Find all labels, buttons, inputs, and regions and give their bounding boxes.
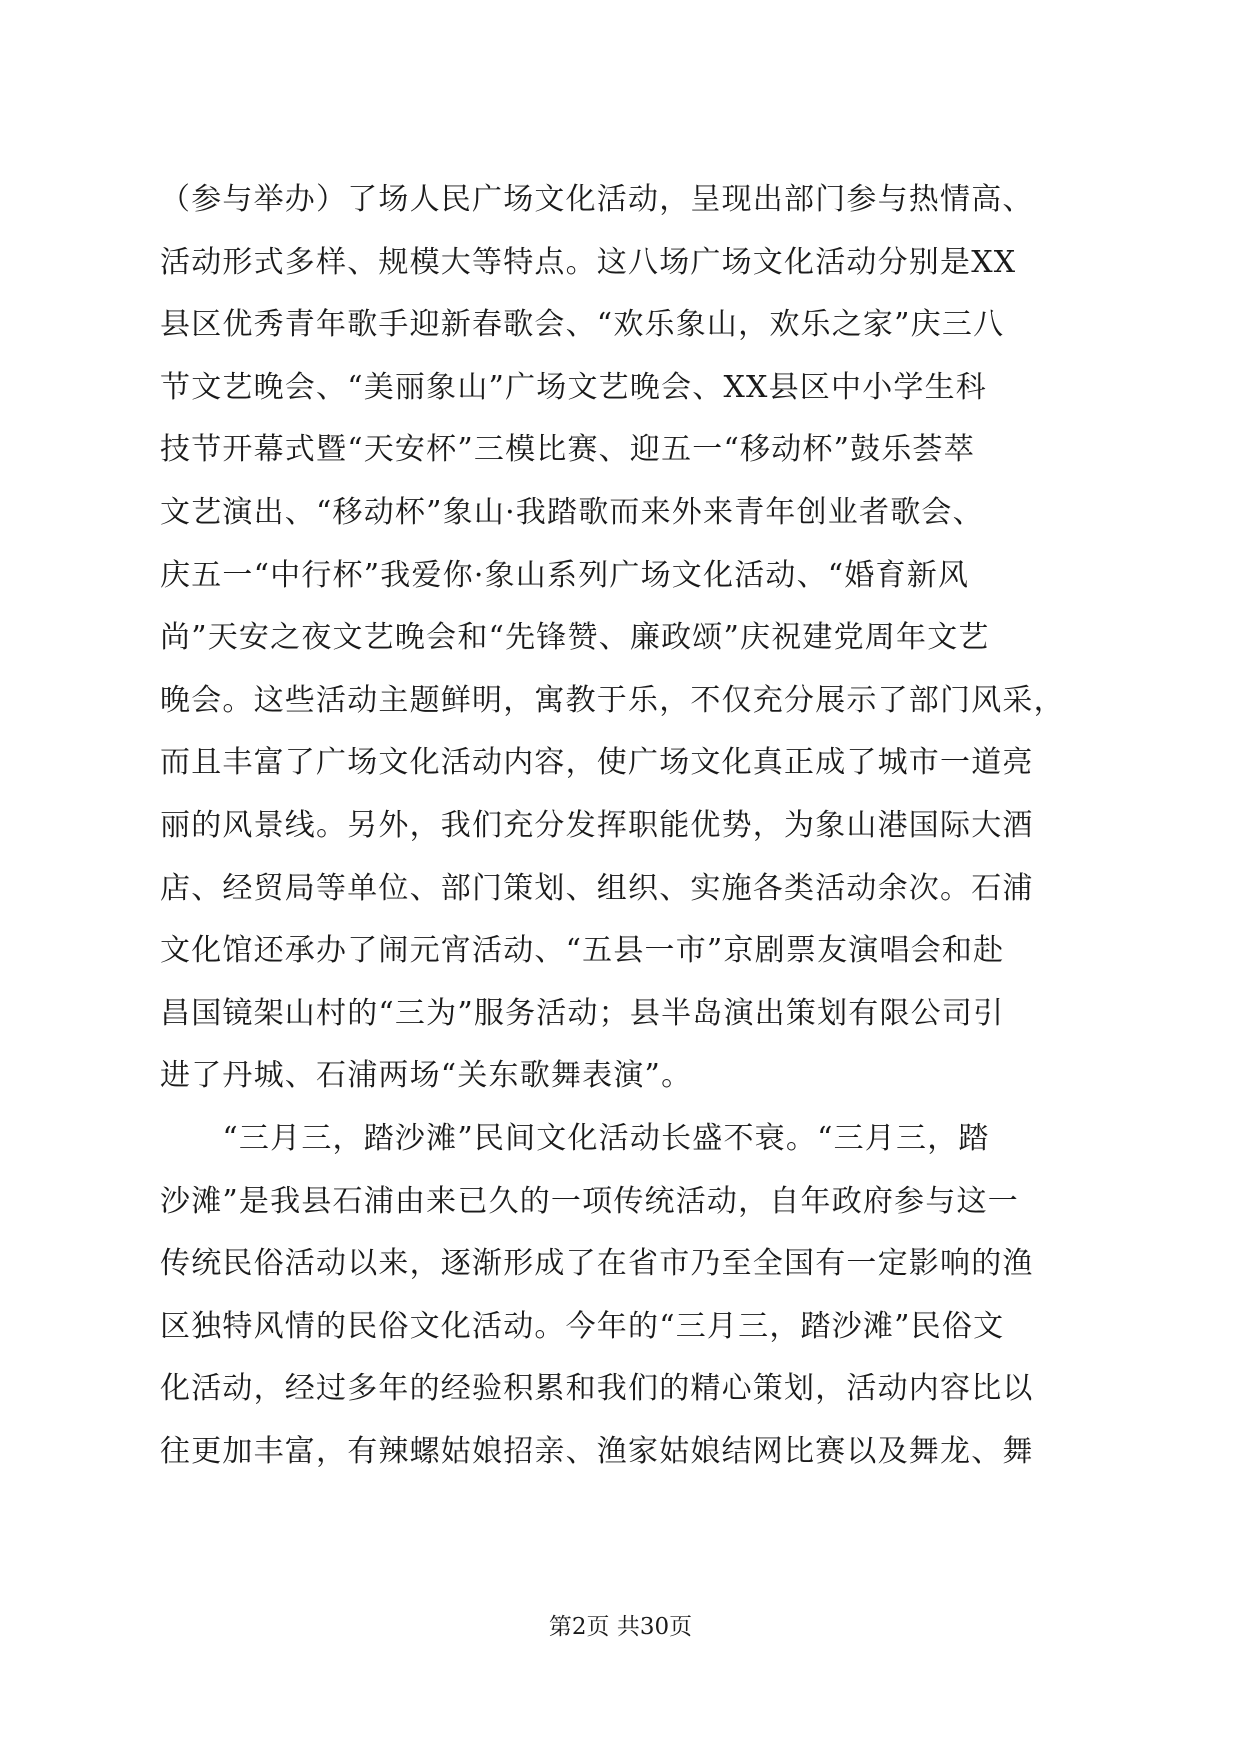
text-line: （参与举办）了场人民广场文化活动，呈现出部门参与热情高、 — [160, 182, 1034, 217]
text-line: 昌国镜架山村的“三为”服务活动；县半岛演出策划有限公司引 — [160, 995, 1005, 1031]
page-number-footer: 第2页 共30页 — [548, 1614, 693, 1640]
text-line: 节文艺晚会、“美丽象山”广场文艺晚会、XX县区中小学生科 — [160, 369, 987, 405]
text-line: 化活动，经过多年的经验积累和我们的精心策划，活动内容比以 — [160, 1371, 1034, 1407]
text-line: 尚”天安之夜文艺晚会和“先锋赞、廉政颂”庆祝建党周年文艺 — [160, 620, 990, 656]
text-line: 往更加丰富，有辣螺姑娘招亲、渔家姑娘结网比赛以及舞龙、舞 — [160, 1433, 1034, 1469]
text-line: 传统民俗活动以来，逐渐形成了在省市乃至全国有一定影响的渔 — [160, 1246, 1034, 1282]
text-line: 区独特风情的民俗文化活动。今年的“三月三，踏沙滩”民俗文 — [160, 1308, 1005, 1344]
text-line: 活动形式多样、规模大等特点。这八场广场文化活动分别是XX — [160, 244, 1017, 280]
text-line: 丽的风景线。另外，我们充分发挥职能优势，为象山港国际大酒 — [160, 807, 1034, 843]
text-line: 进了丹城、石浦两场“关东歌舞表演”。 — [160, 1058, 693, 1094]
text-line: 文艺演出、“移动杯”象山·我踏歌而来外来青年创业者歌会、 — [160, 494, 984, 530]
body-text — [160, 169, 1100, 1483]
text-line: 县区优秀青年歌手迎新春歌会、“欢乐象山，欢乐之家”庆三八 — [160, 307, 1005, 343]
text-line: 店、经贸局等单位、部门策划、组织、实施各类活动余次。石浦 — [160, 870, 1034, 906]
text-line: 沙滩”是我县石浦由来已久的一项传统活动，自年政府参与这一 — [160, 1183, 1019, 1219]
text-line: 而且丰富了广场文化活动内容，使广场文化真正成了城市一道亮 — [160, 745, 1034, 781]
text-line: “三月三，踏沙滩”民间文化活动长盛不衰。“三月三，踏 — [160, 1120, 990, 1156]
text-line: 技节开幕式暨“天安杯”三模比赛、迎五一“移动杯”鼓乐荟萃 — [160, 432, 975, 468]
text-line: 晚会。这些活动主题鲜明，寓教于乐，不仅充分展示了部门风采， — [160, 682, 1065, 718]
text-line: 庆五一“中行杯”我爱你·象山系列广场文化活动、“婚育新风 — [160, 557, 970, 593]
text-line: 文化馆还承办了闹元宵活动、“五县一市”京剧票友演唱会和赴 — [160, 933, 1005, 969]
